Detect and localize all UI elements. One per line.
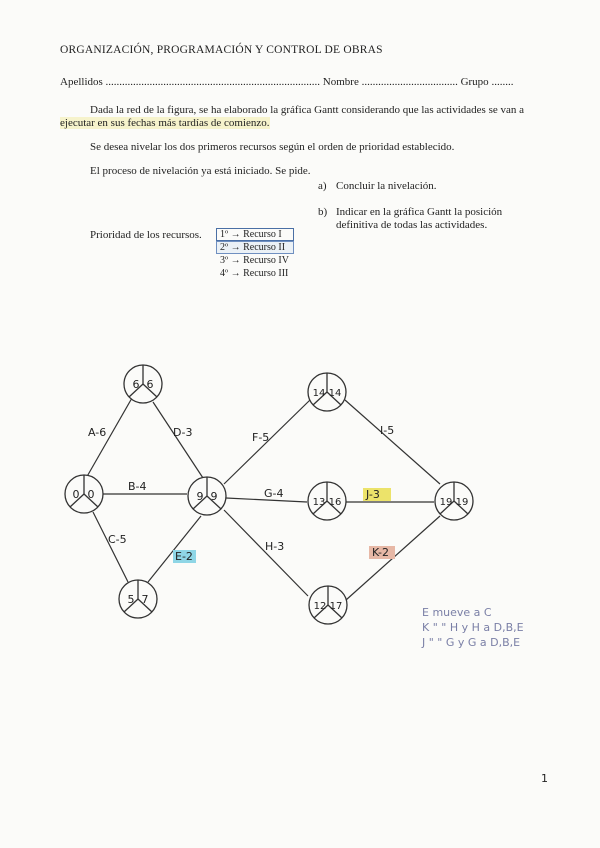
priority-item-3: 3º → Recurso IV — [220, 255, 289, 266]
activity-label-H: H-3 — [265, 540, 285, 553]
priority-item-1: 1º → Recurso I — [220, 229, 282, 240]
node-1 — [65, 475, 103, 513]
activity-label-G: G-4 — [264, 487, 284, 500]
task-b-text-line-1: Indicar en la gráfica Gantt la posición — [336, 206, 503, 218]
apellidos-label: Apellidos — [60, 76, 103, 88]
node-6-early: 13 — [312, 497, 326, 508]
paragraph-2: Se desea nivelar los dos primeros recursos según el orden de prioridad establecido. — [90, 141, 455, 153]
node-8-late: 19 — [455, 497, 469, 508]
grupo-label: Grupo — [460, 76, 489, 88]
edge-D — [153, 402, 203, 478]
handwritten-note-2: K " " H y H a D,B,E — [422, 621, 524, 634]
node-4-early: 9 — [196, 490, 204, 503]
highlighted-text: ejecutar en sus fechas más tardías de comienzo. — [60, 117, 270, 129]
node-1-late: 0 — [87, 488, 95, 501]
nombre-label: Nombre — [322, 76, 359, 88]
node-2-late: 6 — [146, 378, 154, 391]
activity-label-A: A-6 — [88, 426, 107, 439]
activity-label-D: D-3 — [173, 426, 193, 439]
document-title: ORGANIZACIÓN, PROGRAMACIÓN Y CONTROL DE OBRAS — [60, 44, 383, 56]
activity-label-K: K-2 — [372, 546, 390, 559]
task-a-text: Concluir la nivelación. — [336, 180, 437, 192]
nombre-field[interactable]: ................................... — [361, 76, 458, 88]
node-3 — [119, 580, 157, 618]
grupo-field[interactable]: ........ — [491, 76, 514, 88]
edge-H — [224, 510, 308, 596]
node-2 — [124, 365, 162, 403]
task-b-text-line-2: definitiva de todas las actividades. — [336, 219, 488, 231]
task-a-letter: a) — [318, 180, 327, 192]
edge-E — [148, 516, 201, 582]
activity-label-I: I-5 — [380, 424, 395, 437]
activity-label-J: J-3 — [366, 488, 380, 501]
node-3-late: 7 — [141, 593, 149, 606]
paragraph-1-line-1: Dada la red de la figura, se ha elaborado la gráfica Gantt considerando que las actividades se van a — [90, 104, 525, 116]
priority-item-4: 4º → Recurso III — [220, 268, 289, 279]
edge-I — [345, 400, 440, 484]
edge-C — [93, 512, 128, 582]
node-5-late: 14 — [328, 388, 342, 399]
paragraph-3: El proceso de nivelación ya está iniciado. Se pide. — [90, 165, 311, 177]
activity-label-F: F-5 — [252, 431, 270, 444]
activity-label-B: B-4 — [128, 480, 147, 493]
node-6-late: 16 — [328, 497, 342, 508]
node-5-early: 14 — [312, 388, 326, 399]
node-1-early: 0 — [72, 488, 80, 501]
page-number: 1 — [541, 772, 548, 785]
activity-label-C: C-5 — [108, 533, 127, 546]
node-8-early: 19 — [439, 497, 453, 508]
node-4-late: 9 — [210, 490, 218, 503]
handwritten-note-1: E mueve a C — [422, 606, 492, 619]
apellidos-field[interactable]: .............................................................................. — [105, 76, 321, 88]
handwritten-note-3: J " " G y G a D,B,E — [422, 636, 521, 649]
node-2-early: 6 — [132, 378, 140, 391]
node-7-early: 12 — [313, 601, 327, 612]
priority-item-2: 2º → Recurso II — [220, 242, 286, 253]
activity-label-E: E-2 — [175, 550, 193, 563]
node-4 — [188, 477, 226, 515]
edge-A — [85, 398, 132, 480]
priority-label: Prioridad de los recursos. — [90, 229, 202, 241]
node-7-late: 17 — [329, 601, 343, 612]
node-3-early: 5 — [127, 593, 135, 606]
task-b-letter: b) — [318, 206, 328, 218]
